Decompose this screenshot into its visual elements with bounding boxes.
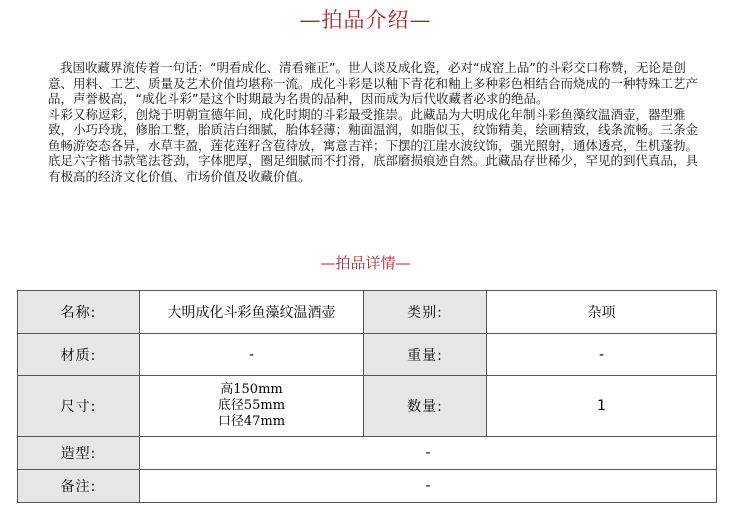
name-value: 大明成化斗彩鱼藻纹温酒壶 bbox=[140, 291, 364, 334]
table-row bbox=[18, 334, 717, 376]
size-value bbox=[140, 376, 364, 437]
intro-paragraph-2: 斗彩又称逗彩，创烧于明朝宣德年间，成化时期的斗彩最受推崇。此藏品为大明成化年制斗彩鱼藻纹温酒壶，器型雅致，小巧玲珑，修胎工整，胎质洁白细腻，胎体轻薄；釉面温润，如脂似玉，纹饰精美，绘画精致，线条流畅。三条金鱼畅游姿态各异，水草丰盈，莲花莲籽含苞待放，寓意吉祥；下摆的江崖水波纹饰，强光照射，通体透亮，生机蓬勃。底足六字楷书款笔法苍劲，字体肥厚，圈足细腻而不打滑，底部磨损痕迹自然。此藏品存世稀少，罕见的到代真品，具有极高的经济文化价值、市场价值及收藏价值。 bbox=[48, 106, 699, 184]
page-title: —拍品介绍— bbox=[299, 8, 432, 32]
size-label: 尺寸: bbox=[18, 376, 140, 437]
weight-label: 重量: bbox=[364, 334, 487, 376]
material-label: 材质: bbox=[18, 334, 140, 376]
category-value: 杂项 bbox=[487, 291, 717, 334]
table-row bbox=[18, 376, 717, 437]
shape-label: 造型: bbox=[18, 437, 140, 470]
size-height: 高150mm bbox=[220, 382, 283, 397]
category-label: 类别: bbox=[364, 291, 487, 334]
intro-section bbox=[48, 60, 708, 184]
intro-paragraph-1: 我国收藏界流传着一句话：“明看成化、清看雍正”。世人谈及成化瓷，必对“成窑上品”的斗彩交口称赞，无论是创意、用料、工艺、质量及艺术价值均堪称一流。成化斗彩是以釉下青花和釉上多种彩色相结合而烧成的一种特殊工艺产品，声誉极高，“成化斗彩”是这个时期最为名贵的品种，因而成为后代收藏者必求的绝品。 bbox=[48, 60, 699, 106]
note-value: - bbox=[140, 470, 717, 503]
weight-value: - bbox=[487, 334, 717, 376]
note-label: 备注: bbox=[18, 470, 140, 503]
quantity-label: 数量: bbox=[364, 376, 487, 437]
material-value: - bbox=[140, 334, 364, 376]
shape-value: - bbox=[140, 437, 717, 470]
table-row bbox=[18, 437, 717, 470]
details-table bbox=[17, 290, 717, 503]
table-row bbox=[18, 291, 717, 334]
size-base-diameter: 底径55mm bbox=[217, 398, 286, 413]
table-row bbox=[18, 470, 717, 503]
name-label: 名称: bbox=[18, 291, 140, 334]
size-mouth-diameter: 口径47mm bbox=[217, 414, 286, 429]
details-title: —拍品详情— bbox=[320, 254, 411, 272]
quantity-value: 1 bbox=[487, 376, 717, 437]
